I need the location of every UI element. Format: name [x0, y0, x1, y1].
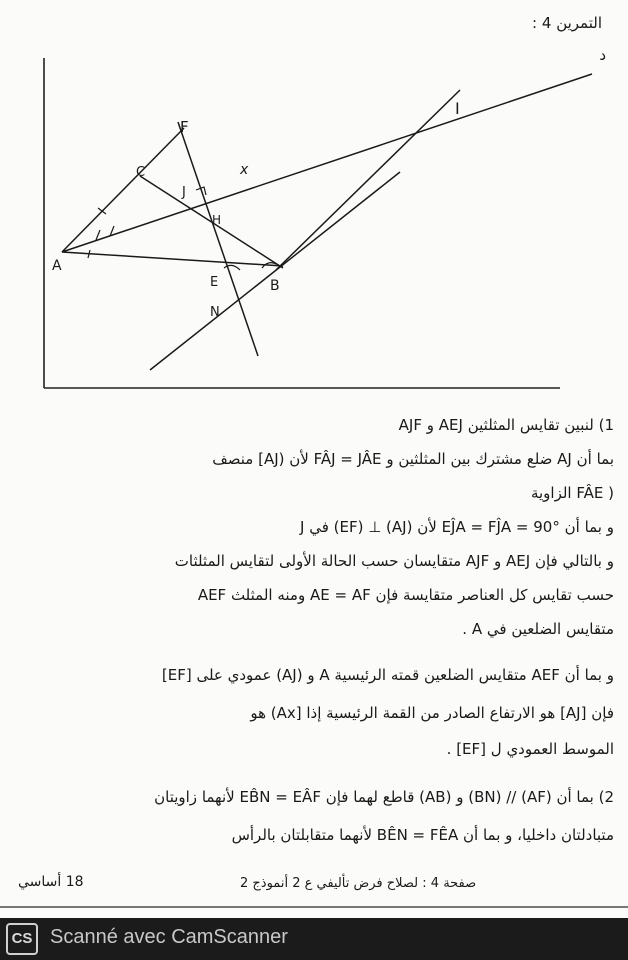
label-n: N	[210, 305, 220, 320]
exercise-title: التمرين 4 :	[532, 14, 602, 32]
camscanner-logo-icon: CS	[6, 923, 38, 955]
text-line-1: 1) لنبين تقايس المثلثين AEJ و AJF	[398, 416, 614, 434]
label-b: B	[270, 278, 280, 294]
text-line-3: ( FÂE الزاوية	[530, 484, 614, 502]
line-ab	[62, 252, 283, 266]
line-bi	[276, 90, 460, 270]
text-line-5: و بالتالي فإن AEJ و AJF متقايسان حسب الحالة الأولى لتقايس المثلثات	[174, 552, 614, 570]
text-line-2: بما أن AJ ضلع مشترك بين المثلثين و FÂJ = JÂE لأن (AJ] منصف	[212, 450, 614, 468]
label-e: E	[210, 275, 219, 290]
text-line-7: متقايس الضلعين في A .	[462, 620, 614, 638]
label-x: x	[240, 162, 249, 178]
angle-arc	[224, 265, 240, 270]
text-line-10: الموسط العمودي ل [EF] .	[446, 740, 614, 758]
ray-ax	[62, 74, 592, 252]
margin-mark: د	[599, 46, 606, 64]
label-i: I	[455, 99, 460, 118]
tick-mark	[96, 230, 100, 240]
level-label: 18 أساسي	[18, 874, 84, 890]
label-h: H	[212, 213, 222, 227]
page-footer-note: صفحة 4 : لصلاح فرض تأليفي ع 2 أنموذج 2	[240, 876, 477, 891]
line-af	[62, 128, 184, 252]
label-c: C	[136, 165, 146, 180]
page-bottom-rule	[0, 906, 628, 908]
text-line-9: فإن [AJ] هو الارتفاع الصادر من القمة الرئيسية إذا [Ax) هو	[250, 704, 614, 722]
text-line-4: و بما أن EĴA = FĴA = 90° لأن (AJ) ⊥ (EF) في J	[299, 518, 614, 536]
scanner-footer	[0, 918, 628, 960]
text-line-12: متبادلتان داخليا، و بما أن BÊN = FÊA لأنهما متقابلتان بالرأس	[231, 826, 614, 844]
text-line-11: 2) بما أن (AF) // (BN) و (AB) قاطع لهما فإن EB̂N = EÂF لأنهما زاويتان	[154, 788, 614, 806]
label-f: F	[180, 118, 189, 136]
line-bn	[150, 172, 400, 370]
label-a: A	[52, 258, 62, 274]
label-j: J	[182, 185, 186, 200]
text-line-6: حسب تقايس كل العناصر متقايسة فإن AE = AF ومنه المثلث AEF	[197, 586, 614, 604]
text-line-8: و بما أن AEF متقايس الضلعين قمته الرئيسية A و (AJ) عمودي على [EF]	[161, 666, 614, 684]
line-fe	[178, 122, 258, 356]
camscanner-label: Scanné avec CamScanner	[50, 926, 288, 948]
